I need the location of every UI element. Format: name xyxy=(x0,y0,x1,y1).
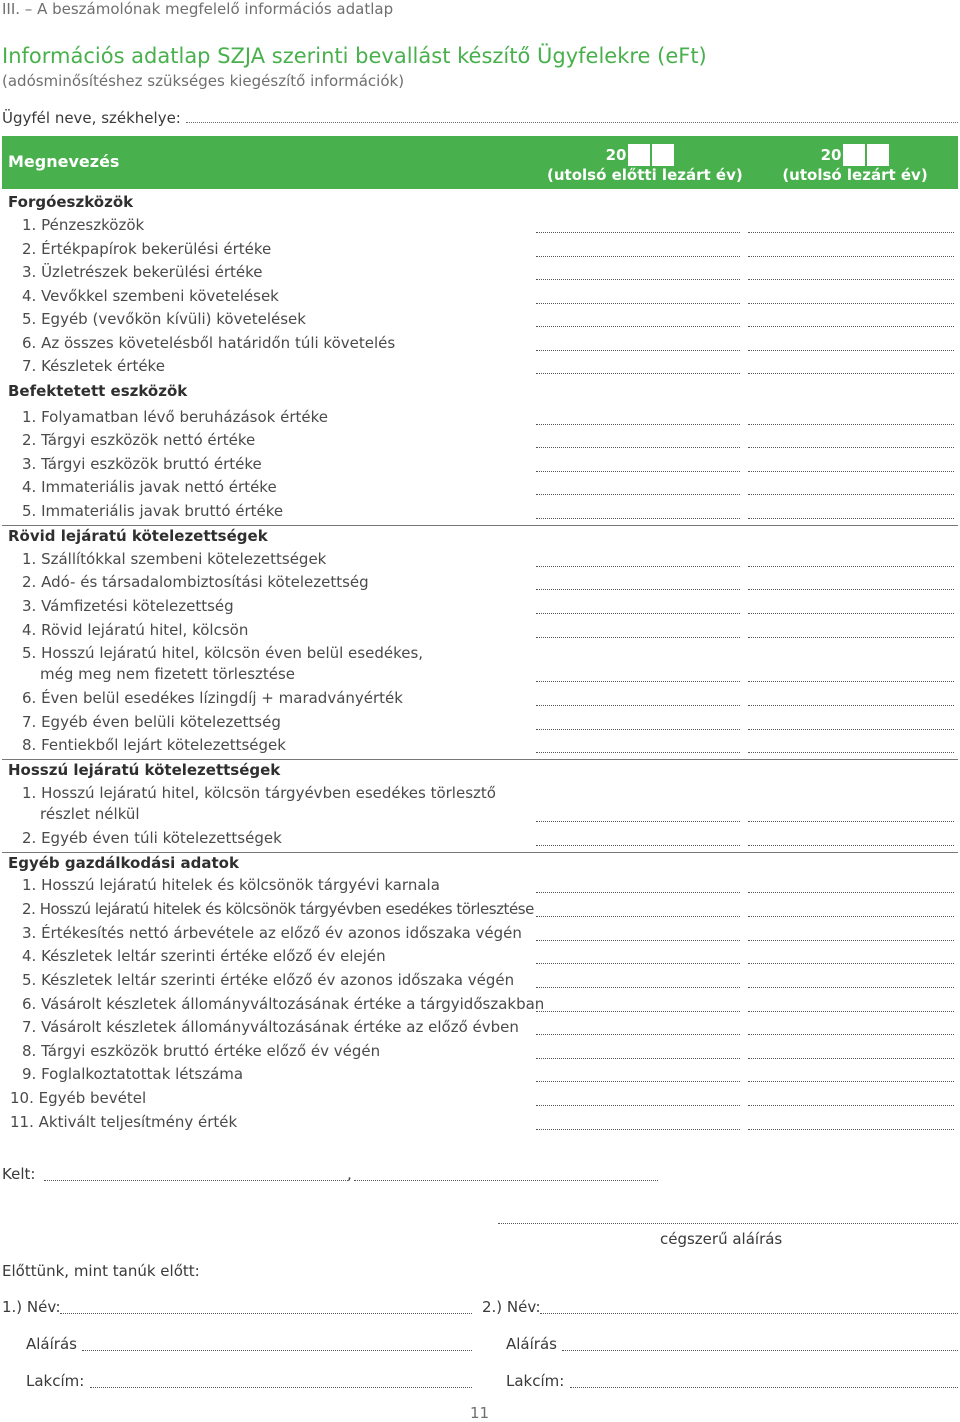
section-title: Befektetett eszközök xyxy=(8,382,188,400)
witness2-signature-field[interactable] xyxy=(562,1350,958,1351)
value-field-last-year[interactable] xyxy=(748,518,954,519)
witness1-address-label: Lakcím: xyxy=(26,1372,85,1390)
value-field-last-year[interactable] xyxy=(748,681,954,682)
value-field-previous-year[interactable] xyxy=(536,1081,740,1082)
row-label: 6. Éven belül esedékes lízingdíj + maradványérték xyxy=(22,689,403,707)
value-field-last-year[interactable] xyxy=(748,705,954,706)
value-field-previous-year[interactable] xyxy=(536,1058,740,1059)
value-field-last-year[interactable] xyxy=(748,424,954,425)
section-title: Egyéb gazdálkodási adatok xyxy=(8,854,239,872)
year-prefix: 20 xyxy=(605,146,627,164)
row-label: még meg nem fizetett törlesztése xyxy=(40,665,296,683)
section-divider xyxy=(2,525,958,526)
row-label: 4. Immateriális javak nettó értéke xyxy=(22,478,277,496)
client-field[interactable] xyxy=(186,122,958,123)
row-label: 2. Hosszú lejáratú hitelek és kölcsönök tárgyévben esedékes törlesztése xyxy=(22,900,534,918)
signature-label: cégszerű aláírás xyxy=(660,1230,783,1248)
value-field-previous-year[interactable] xyxy=(536,892,740,893)
row-label: 4. Készletek leltár szerinti értéke előző év elején xyxy=(22,947,386,965)
value-field-previous-year[interactable] xyxy=(536,471,740,472)
year-box[interactable] xyxy=(628,144,650,166)
value-field-last-year[interactable] xyxy=(748,892,954,893)
row-label: 5. Immateriális javak bruttó értéke xyxy=(22,502,284,520)
value-field-previous-year[interactable] xyxy=(536,940,740,941)
value-field-previous-year[interactable] xyxy=(536,729,740,730)
value-field-previous-year[interactable] xyxy=(536,424,740,425)
witness2-name-label: 2.) Név: xyxy=(482,1298,541,1316)
row-label: 7. Vásárolt készletek állományváltozásának értéke az előző évben xyxy=(22,1018,519,1036)
year-prefix: 20 xyxy=(820,146,842,164)
row-label: 3. Üzletrészek bekerülési értéke xyxy=(22,263,263,281)
value-field-last-year[interactable] xyxy=(748,232,954,233)
value-field-previous-year[interactable] xyxy=(536,1105,740,1106)
client-label: Ügyfél neve, székhelye: xyxy=(2,109,181,127)
page-number: 11 xyxy=(470,1404,490,1422)
value-field-previous-year[interactable] xyxy=(536,494,740,495)
value-field-last-year[interactable] xyxy=(748,1034,954,1035)
value-field-previous-year[interactable] xyxy=(536,447,740,448)
section-title: Rövid lejáratú kötelezettségek xyxy=(8,527,268,545)
row-label: 6. Vásárolt készletek állományváltozásának értéke a tárgyidőszakban xyxy=(22,995,545,1013)
value-field-previous-year[interactable] xyxy=(536,752,740,753)
value-field-last-year[interactable] xyxy=(748,1081,954,1082)
value-field-last-year[interactable] xyxy=(748,845,954,846)
value-field-last-year[interactable] xyxy=(748,729,954,730)
value-field-last-year[interactable] xyxy=(748,1129,954,1130)
value-field-last-year[interactable] xyxy=(748,566,954,567)
value-field-last-year[interactable] xyxy=(748,916,954,917)
row-label: 6. Az összes követelésből határidőn túli követelés xyxy=(22,334,396,352)
witness2-address-label: Lakcím: xyxy=(506,1372,565,1390)
value-field-last-year[interactable] xyxy=(748,447,954,448)
row-label: 1. Pénzeszközök xyxy=(22,216,145,234)
row-label: 7. Egyéb éven belüli kötelezettség xyxy=(22,713,281,731)
row-label: 3. Értékesítés nettó árbevétele az előző év azonos időszaka végén xyxy=(22,924,522,942)
value-field-last-year[interactable] xyxy=(748,752,954,753)
value-field-last-year[interactable] xyxy=(748,963,954,964)
value-field-previous-year[interactable] xyxy=(536,681,740,682)
header-label: Megnevezés xyxy=(8,152,120,171)
row-label: 1. Folyamatban lévő beruházások értéke xyxy=(22,408,328,426)
value-field-last-year[interactable] xyxy=(748,1105,954,1106)
row-label: 8. Fentiekből lejárt kötelezettségek xyxy=(22,736,286,754)
kelt-comma: , xyxy=(347,1165,352,1183)
witnesses-label: Előttünk, mint tanúk előtt: xyxy=(2,1262,200,1280)
kelt-place-field[interactable] xyxy=(44,1180,348,1181)
value-field-previous-year[interactable] xyxy=(536,1011,740,1012)
signature-field[interactable] xyxy=(498,1223,958,1224)
row-label: 9. Foglalkoztatottak létszáma xyxy=(22,1065,244,1083)
witness2-address-field[interactable] xyxy=(570,1387,958,1388)
section-title: Forgóeszközök xyxy=(8,193,134,211)
value-field-previous-year[interactable] xyxy=(536,637,740,638)
value-field-last-year[interactable] xyxy=(748,279,954,280)
value-field-last-year[interactable] xyxy=(748,1011,954,1012)
value-field-last-year[interactable] xyxy=(748,350,954,351)
value-field-previous-year[interactable] xyxy=(536,256,740,257)
value-field-last-year[interactable] xyxy=(748,940,954,941)
value-field-previous-year[interactable] xyxy=(536,326,740,327)
row-label: 1. Hosszú lejáratú hitelek és kölcsönök tárgyévi karnala xyxy=(22,876,440,894)
value-field-previous-year[interactable] xyxy=(536,987,740,988)
value-field-last-year[interactable] xyxy=(748,303,954,304)
row-label: 4. Vevőkkel szembeni követelések xyxy=(22,287,279,305)
value-field-previous-year[interactable] xyxy=(536,589,740,590)
value-field-previous-year[interactable] xyxy=(536,279,740,280)
kelt-label xyxy=(2,1165,35,1183)
row-label: 3. Tárgyi eszközök bruttó értéke xyxy=(22,455,262,473)
value-field-previous-year[interactable] xyxy=(536,518,740,519)
row-label: 11. Aktivált teljesítmény érték xyxy=(10,1113,238,1131)
row-label: 2. Egyéb éven túli kötelezettségek xyxy=(22,829,282,847)
row-label: 5. Egyéb (vevőkön kívüli) követelések xyxy=(22,310,306,328)
row-label: 1. Hosszú lejáratú hitel, kölcsön tárgyévben esedékes törlesztő xyxy=(22,784,496,802)
column-header-previous-year xyxy=(547,144,743,184)
value-field-last-year[interactable] xyxy=(748,494,954,495)
value-field-last-year[interactable] xyxy=(748,373,954,374)
table-header xyxy=(2,136,958,189)
column-caption: (utolsó lezárt év) xyxy=(782,166,928,184)
witness1-signature-field[interactable] xyxy=(82,1350,472,1351)
value-field-previous-year[interactable] xyxy=(536,845,740,846)
year-box[interactable] xyxy=(652,144,674,166)
value-field-last-year[interactable] xyxy=(748,256,954,257)
value-field-last-year[interactable] xyxy=(748,987,954,988)
witness1-name-label: 1.) Név: xyxy=(2,1298,61,1316)
value-field-last-year[interactable] xyxy=(748,637,954,638)
column-caption: (utolsó előtti lezárt év) xyxy=(547,166,743,184)
value-field-previous-year[interactable] xyxy=(536,705,740,706)
row-label: 7. Készletek értéke xyxy=(22,357,165,375)
value-field-last-year[interactable] xyxy=(748,326,954,327)
row-label: 3. Vámfizetési kötelezettség xyxy=(22,597,234,615)
witness2-name-field[interactable] xyxy=(540,1313,958,1314)
value-field-previous-year[interactable] xyxy=(536,303,740,304)
witness2-signature-label: Aláírás xyxy=(506,1335,557,1353)
page-subtitle: (adósminősítéshez szükséges kiegészítő információk) xyxy=(2,72,405,90)
value-field-last-year[interactable] xyxy=(748,589,954,590)
value-field-previous-year[interactable] xyxy=(536,373,740,374)
witness1-signature-label: Aláírás xyxy=(26,1335,77,1353)
witness1-address-field[interactable] xyxy=(90,1387,472,1388)
value-field-previous-year[interactable] xyxy=(536,821,740,822)
row-label: 2. Adó- és társadalombiztosítási kötelezettség xyxy=(22,573,369,591)
value-field-last-year[interactable] xyxy=(748,613,954,614)
row-label: 8. Tárgyi eszközök bruttó értéke előző év végén xyxy=(22,1042,381,1060)
section-title: Hosszú lejáratú kötelezettségek xyxy=(8,761,281,779)
value-field-previous-year[interactable] xyxy=(536,1129,740,1130)
kelt-date-field[interactable] xyxy=(354,1180,658,1181)
value-field-previous-year[interactable] xyxy=(536,963,740,964)
row-label: 4. Rövid lejáratú hitel, kölcsön xyxy=(22,621,249,639)
row-label: 2. Értékpapírok bekerülési értéke xyxy=(22,240,272,258)
row-label: részlet nélkül xyxy=(40,805,140,823)
row-label: 2. Tárgyi eszközök nettó értéke xyxy=(22,431,256,449)
value-field-previous-year[interactable] xyxy=(536,566,740,567)
row-label: 5. Hosszú lejáratú hitel, kölcsön éven belül esedékes, xyxy=(22,644,424,662)
year-box[interactable] xyxy=(867,144,889,166)
row-label: 1. Szállítókkal szembeni kötelezettségek xyxy=(22,550,327,568)
kelt-text: Kelt: xyxy=(2,1165,36,1183)
witness1-name-field[interactable] xyxy=(60,1313,472,1314)
row-label: 5. Készletek leltár szerinti értéke előző év azonos időszaka végén xyxy=(22,971,515,989)
value-field-previous-year[interactable] xyxy=(536,1034,740,1035)
page-title: Információs adatlap SZJA szerinti bevallást készítő Ügyfelekre (eFt) xyxy=(2,44,707,68)
value-field-last-year[interactable] xyxy=(748,821,954,822)
value-field-last-year[interactable] xyxy=(748,1058,954,1059)
column-header-last-year xyxy=(782,144,928,184)
value-field-previous-year[interactable] xyxy=(536,350,740,351)
value-field-previous-year[interactable] xyxy=(536,232,740,233)
value-field-last-year[interactable] xyxy=(748,471,954,472)
section-divider xyxy=(2,852,958,853)
section-divider xyxy=(2,759,958,760)
breadcrumb: III. – A beszámolónak megfelelő információs adatlap xyxy=(2,0,394,18)
value-field-previous-year[interactable] xyxy=(536,613,740,614)
year-box[interactable] xyxy=(843,144,865,166)
row-label: 10. Egyéb bevétel xyxy=(10,1089,147,1107)
value-field-previous-year[interactable] xyxy=(536,916,740,917)
